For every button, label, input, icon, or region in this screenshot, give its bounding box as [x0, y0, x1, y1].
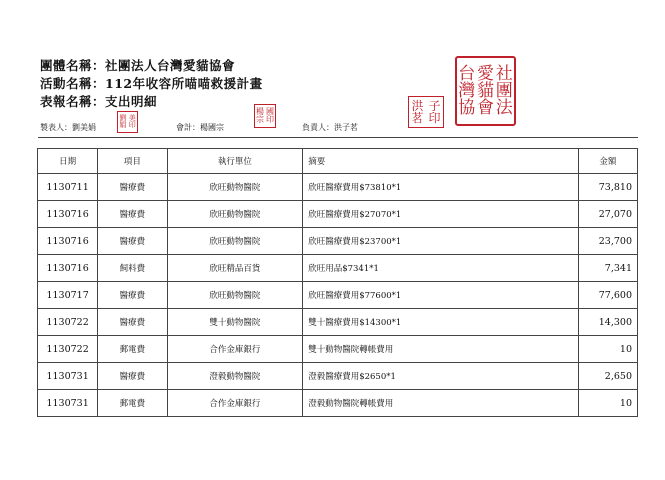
amount-cell: 10	[578, 390, 637, 417]
summary-cell: 澄毅動物醫院轉帳費用	[303, 390, 579, 417]
report-name: 表報名稱：支出明細	[40, 94, 158, 109]
accountant-label: 會計：楊國宗	[176, 123, 224, 132]
accountant-seal-stamp: 楊 國 宗 印	[254, 104, 276, 128]
amount-cell: 73,810	[578, 174, 637, 201]
item-cell: 醫療費	[98, 201, 167, 228]
table-row	[38, 336, 638, 363]
table-row	[38, 201, 638, 228]
date-cell: 1130722	[38, 309, 98, 336]
col-amount-header: 金額	[578, 149, 637, 174]
table-row	[38, 282, 638, 309]
date-cell: 1130716	[38, 201, 98, 228]
table-row	[38, 390, 638, 417]
item-cell: 醫療費	[98, 282, 167, 309]
item-cell: 飼料費	[98, 255, 167, 282]
preparer-seal-stamp: 劉 美 娟 印	[117, 111, 138, 133]
organization-name: 團體名稱：社團法人台灣愛貓協會	[40, 58, 236, 73]
summary-cell: 欣旺醫療費用$73810*1	[303, 174, 579, 201]
amount-cell: 14,300	[578, 309, 637, 336]
unit-cell: 雙十動物醫院	[167, 309, 303, 336]
unit-cell: 合作金庫銀行	[167, 336, 303, 363]
summary-cell: 澄毅醫療費用$2650*1	[303, 363, 579, 390]
date-cell: 1130716	[38, 255, 98, 282]
summary-cell: 欣旺醫療費用$77600*1	[303, 282, 579, 309]
item-cell: 醫療費	[98, 174, 167, 201]
table-row	[38, 309, 638, 336]
unit-cell: 欣旺動物醫院	[167, 201, 303, 228]
unit-cell: 合作金庫銀行	[167, 390, 303, 417]
table-header-row	[38, 149, 638, 174]
col-item-header: 項目	[98, 149, 167, 174]
summary-cell: 欣旺用品$7341*1	[303, 255, 579, 282]
unit-cell: 欣旺動物醫院	[167, 282, 303, 309]
preparer-label: 製表人：劉美娟	[40, 123, 96, 132]
amount-cell: 2,650	[578, 363, 637, 390]
summary-cell: 欣旺醫療費用$23700*1	[303, 228, 579, 255]
item-cell: 郵電費	[98, 336, 167, 363]
item-cell: 郵電費	[98, 390, 167, 417]
amount-cell: 7,341	[578, 255, 637, 282]
header-divider	[38, 137, 638, 138]
organization-seal-stamp: 台 愛 社 灣 貓 團 協 會 法	[455, 56, 516, 126]
item-cell: 醫療費	[98, 309, 167, 336]
col-date-header: 日期	[38, 149, 98, 174]
amount-cell: 10	[578, 336, 637, 363]
amount-cell: 23,700	[578, 228, 637, 255]
summary-cell: 雙十醫療費用$14300*1	[303, 309, 579, 336]
unit-cell: 欣旺動物醫院	[167, 228, 303, 255]
unit-cell: 欣旺精品百貨	[167, 255, 303, 282]
col-unit-header: 執行單位	[167, 149, 303, 174]
responsible-seal-stamp: 洪 子 茗 印	[408, 96, 444, 128]
date-cell: 1130722	[38, 336, 98, 363]
amount-cell: 27,070	[578, 201, 637, 228]
date-cell: 1130731	[38, 390, 98, 417]
item-cell: 醫療費	[98, 228, 167, 255]
responsible-label: 負責人：洪子茗	[302, 123, 358, 132]
table-row	[38, 228, 638, 255]
date-cell: 1130717	[38, 282, 98, 309]
date-cell: 1130711	[38, 174, 98, 201]
date-cell: 1130731	[38, 363, 98, 390]
unit-cell: 欣旺動物醫院	[167, 174, 303, 201]
summary-cell: 欣旺醫療費用$27070*1	[303, 201, 579, 228]
unit-cell: 澄毅動物醫院	[167, 363, 303, 390]
item-cell: 醫療費	[98, 363, 167, 390]
expense-table	[37, 148, 638, 417]
table-row	[38, 363, 638, 390]
date-cell: 1130716	[38, 228, 98, 255]
activity-name: 活動名稱：112年收容所喵喵救援計畫	[40, 76, 263, 91]
table-row	[38, 255, 638, 282]
table-row	[38, 174, 638, 201]
amount-cell: 77,600	[578, 282, 637, 309]
col-summary-header: 摘要	[303, 149, 579, 174]
summary-cell: 雙十動物醫院轉帳費用	[303, 336, 579, 363]
